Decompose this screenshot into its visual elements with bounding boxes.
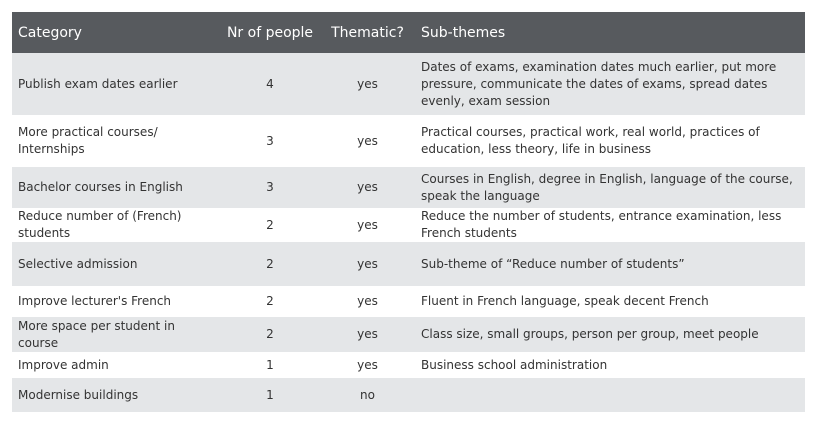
table-row <box>12 378 805 412</box>
table-row <box>12 115 805 167</box>
cell-category: More practical courses/ Internships <box>12 115 220 167</box>
cell-sub-themes: Dates of exams, examination dates much earlier, put more pressure, communicate the dates of exams, spread dates evenly, exam session <box>415 53 805 115</box>
cell-nr-of-people: 1 <box>220 378 320 412</box>
table-row <box>12 167 805 208</box>
cell-category: More space per student in course <box>12 317 220 352</box>
cell-nr-of-people: 1 <box>220 352 320 378</box>
cell-thematic: no <box>320 378 415 412</box>
cell-sub-themes: Practical courses, practical work, real world, practices of education, less theory, life in business <box>415 115 805 167</box>
cell-category: Modernise buildings <box>12 378 220 412</box>
cell-sub-themes: Business school administration <box>415 352 805 378</box>
cell-thematic: yes <box>320 208 415 242</box>
cell-category: Improve admin <box>12 352 220 378</box>
cell-category: Selective admission <box>12 242 220 286</box>
cell-nr-of-people: 3 <box>220 167 320 208</box>
cell-sub-themes: Class size, small groups, person per group, meet people <box>415 317 805 352</box>
cell-nr-of-people: 2 <box>220 317 320 352</box>
cell-thematic: yes <box>320 115 415 167</box>
cell-nr-of-people: 4 <box>220 53 320 115</box>
cell-sub-themes: Reduce the number of students, entrance examination, less French students <box>415 208 805 242</box>
cell-sub-themes: Sub-theme of “Reduce number of students” <box>415 242 805 286</box>
header-sub-themes: Sub-themes <box>415 12 805 53</box>
table-row <box>12 317 805 352</box>
cell-sub-themes: Fluent in French language, speak decent French <box>415 286 805 317</box>
cell-thematic: yes <box>320 167 415 208</box>
cell-thematic: yes <box>320 317 415 352</box>
cell-nr-of-people: 2 <box>220 242 320 286</box>
cell-nr-of-people: 3 <box>220 115 320 167</box>
cell-thematic: yes <box>320 53 415 115</box>
cell-thematic: yes <box>320 242 415 286</box>
cell-sub-themes <box>415 378 805 412</box>
cell-thematic: yes <box>320 286 415 317</box>
cell-category: Improve lecturer's French <box>12 286 220 317</box>
table-row <box>12 208 805 242</box>
header-category: Category <box>12 12 220 53</box>
table-row <box>12 53 805 115</box>
cell-category: Publish exam dates earlier <box>12 53 220 115</box>
cell-sub-themes: Courses in English, degree in English, language of the course, speak the language <box>415 167 805 208</box>
cell-nr-of-people: 2 <box>220 286 320 317</box>
cell-thematic: yes <box>320 352 415 378</box>
cell-category: Reduce number of (French) students <box>12 208 220 242</box>
categories-table <box>12 12 805 412</box>
table-row <box>12 286 805 317</box>
table-row <box>12 242 805 286</box>
table-row <box>12 352 805 378</box>
header-nr-of-people: Nr of people <box>220 12 320 53</box>
cell-category: Bachelor courses in English <box>12 167 220 208</box>
cell-nr-of-people: 2 <box>220 208 320 242</box>
header-thematic: Thematic? <box>320 12 415 53</box>
table-header-row <box>12 12 805 53</box>
